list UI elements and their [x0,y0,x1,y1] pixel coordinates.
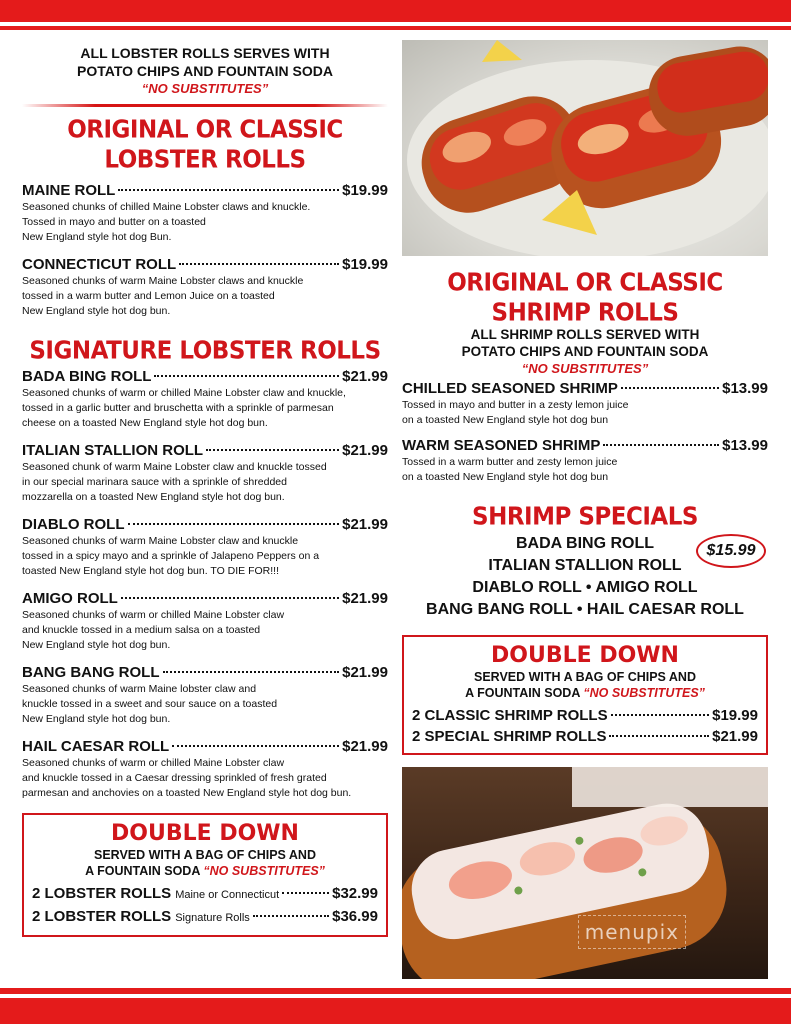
desc-line: tossed in a spicy mayo and a sprinkle of Jalapeno Peppers on a [22,550,320,562]
item-name: HAIL CAESAR ROLL [22,738,170,755]
desc-line: New England style hot dog bun. [22,713,171,725]
specials-line: BANG BANG ROLL • HAIL CAESAR ROLL [426,601,744,618]
shrimp-intro-line-2: POTATO CHIPS AND FOUNTAIN SODA [461,344,709,359]
desc-line: Seasoned chunks of warm or chilled Maine Lobster claw and knuckle, [22,387,346,399]
shrimp-specials-price: $15.99 [696,534,766,568]
item-name: CHILLED SEASONED SHRIMP [402,380,618,397]
desc-line: cheese on a toasted New England style hot dog bun. [22,417,268,429]
desc-line: in our special marinara sauce with a sprinkle of shredded [22,476,287,488]
menu-item-bang-bang-roll [22,663,388,727]
double-down-sub-2: A FOUNTAIN SODA [465,686,580,700]
double-down-note: Signature Rolls [175,912,250,924]
lobster-roll-illustration [402,40,768,256]
menu-item-maine-roll [22,181,388,245]
double-down-label: 2 SPECIAL SHRIMP ROLLS [412,728,607,745]
item-name: BANG BANG ROLL [22,664,160,681]
double-down-no-substitutes: “NO SUBSTITUTES” [583,686,705,700]
leader-dots [154,375,339,377]
classic-lobster-list [22,181,388,319]
item-price: $19.99 [342,256,388,273]
top-red-band [0,0,791,22]
item-description [22,608,388,653]
item-description [22,682,388,727]
desc-line: Tossed in a warm butter and zesty lemon juice [402,456,618,468]
desc-line: tossed in a warm butter and Lemon Juice on a toasted [22,290,275,302]
item-name: CONNECTICUT ROLL [22,256,177,273]
double-down-title: DOUBLE DOWN [111,821,299,846]
desc-line: Seasoned chunks of warm Maine lobster claw and [22,683,257,695]
item-price: $21.99 [342,738,388,755]
leader-dots [128,523,340,525]
divider [22,104,388,107]
item-price: $21.99 [342,442,388,459]
classic-lobster-title [22,115,388,175]
double-down-sub-2: A FOUNTAIN SODA [85,864,200,878]
desc-line: tossed in a garlic butter and bruschetta with a sprinkle of parmesan [22,402,334,414]
desc-line: mozzarella on a toasted New England style hot dog bun. [22,491,285,503]
lobster-intro [22,44,388,98]
double-down-row [32,883,378,906]
item-price: $21.99 [342,516,388,533]
desc-line: New England style hot dog bun. [22,639,171,651]
desc-line: on a toasted New England style hot dog bun [402,471,609,483]
double-down-price: $19.99 [712,707,758,724]
desc-line: Tossed in mayo and butter on a toasted [22,216,206,228]
double-down-price: $21.99 [712,728,758,745]
leader-dots [163,671,340,673]
shrimp-intro-line-1: ALL SHRIMP ROLLS SERVED WITH [470,327,700,342]
desc-line: Seasoned chunk of warm Maine Lobster claw and knuckle tossed [22,461,327,473]
left-column [22,44,388,937]
desc-line: Seasoned chunks of warm or chilled Maine Lobster claw [22,757,285,769]
leader-dots [282,892,329,894]
double-down-label: 2 CLASSIC SHRIMP ROLLS [412,707,608,724]
leader-dots [118,189,339,191]
item-description [22,274,388,319]
leader-dots [621,387,719,389]
desc-line: and knuckle tossed in a medium salsa on a toasted [22,624,261,636]
desc-line: Tossed in mayo and butter in a zesty lemon juice [402,399,629,411]
leader-dots [603,444,719,446]
right-column [402,40,768,979]
item-price: $13.99 [722,380,768,397]
double-down-title: DOUBLE DOWN [491,643,679,668]
double-down-label: 2 LOBSTER ROLLS [32,908,172,925]
classic-lobster-title-line-2: LOBSTER ROLLS [104,146,306,175]
desc-line: Seasoned chunks of warm or chilled Maine Lobster claw [22,609,285,621]
item-name: ITALIAN STALLION ROLL [22,442,204,459]
menu-item-warm-seasoned-shrimp [402,436,768,485]
double-down-sub-1: SERVED WITH A BAG OF CHIPS AND [473,670,696,684]
intro-no-substitutes: “NO SUBSTITUTES” [141,81,269,96]
bottom-red-line [0,988,791,994]
double-down-no-substitutes: “NO SUBSTITUTES” [203,864,325,878]
menu-item-bada-bing-roll [22,367,388,431]
double-down-row [412,705,758,726]
item-price: $21.99 [342,590,388,607]
classic-lobster-title-line-1: ORIGINAL OR CLASSIC [67,115,343,144]
leader-dots [206,449,339,451]
menupix-watermark: menupix [578,915,686,949]
item-description [402,455,768,485]
menu-item-italian-stallion-roll [22,441,388,505]
item-price: $19.99 [342,182,388,199]
double-down-price: $32.99 [332,885,378,902]
item-price: $21.99 [342,664,388,681]
item-description [22,460,388,505]
double-down-sub-1: SERVED WITH A BAG OF CHIPS AND [93,848,316,862]
item-description [22,534,388,579]
leader-dots [611,714,710,716]
specials-line: BADA BING ROLL [515,535,655,552]
double-down-row [412,726,758,747]
double-down-row [32,906,378,929]
shrimp-no-substitutes: “NO SUBSTITUTES” [521,361,649,376]
top-red-line [0,26,791,30]
desc-line: and knuckle tossed in a Caesar dressing sprinkled of fresh grated [22,772,327,784]
item-name: DIABLO ROLL [22,516,125,533]
bottom-red-band [0,998,791,1024]
desc-line: toasted New England style hot dog bun. TO DIE FOR!!! [22,565,279,577]
menu-item-hail-caesar-roll [22,737,388,801]
item-description [22,386,388,431]
classic-shrimp-title-line-1: ORIGINAL OR CLASSIC [447,268,723,297]
item-price: $13.99 [722,437,768,454]
lobster-roll-photo [402,40,768,256]
double-down-label: 2 LOBSTER ROLLS [32,885,172,902]
classic-shrimp-title-line-2: SHRIMP ROLLS [491,299,679,328]
item-name: MAINE ROLL [22,182,116,199]
classic-shrimp-title [402,268,768,328]
leader-dots [172,745,339,747]
desc-line: on a toasted New England style hot dog bun [402,414,609,426]
menu-item-connecticut-roll [22,255,388,319]
shrimp-intro [402,326,768,377]
shrimp-double-down-box [402,635,768,755]
desc-line: knuckle tossed in a sweet and sour sauce on a toasted [22,698,278,710]
menu-item-chilled-seasoned-shrimp [402,379,768,428]
item-description [402,398,768,428]
item-description [22,200,388,245]
double-down-note: Maine or Connecticut [175,889,280,901]
leader-dots [179,263,339,265]
item-name: AMIGO ROLL [22,590,118,607]
intro-line-1: ALL LOBSTER ROLLS SERVES WITH [80,45,330,61]
specials-line: DIABLO ROLL • AMIGO ROLL [472,579,698,596]
desc-line: parmesan and anchovies on a toasted New England style hot dog bun. [22,787,352,799]
menu-item-amigo-roll [22,589,388,653]
item-name: BADA BING ROLL [22,368,152,385]
item-price: $21.99 [342,368,388,385]
desc-line: New England style hot dog Bun. [22,231,172,243]
leader-dots [253,915,329,917]
shrimp-specials-title: SHRIMP SPECIALS [472,502,698,532]
specials-line: ITALIAN STALLION ROLL [488,557,682,574]
double-down-price: $36.99 [332,908,378,925]
item-name: WARM SEASONED SHRIMP [402,437,601,454]
intro-line-2: POTATO CHIPS AND FOUNTAIN SODA [77,63,333,79]
lobster-double-down-box [22,813,388,937]
leader-dots [121,597,339,599]
menu-item-diablo-roll [22,515,388,579]
desc-line: New England style hot dog bun. [22,305,171,317]
desc-line: Seasoned chunks of chilled Maine Lobster claws and knuckle. [22,201,311,213]
signature-lobster-list [22,367,388,801]
desc-line: Seasoned chunks of warm Maine Lobster claw and knuckle [22,535,299,547]
shrimp-roll-photo [402,767,768,979]
item-description [22,756,388,801]
leader-dots [609,735,709,737]
signature-lobster-title: SIGNATURE LOBSTER ROLLS [29,336,381,366]
desc-line: Seasoned chunks of warm Maine Lobster claws and knuckle [22,275,304,287]
